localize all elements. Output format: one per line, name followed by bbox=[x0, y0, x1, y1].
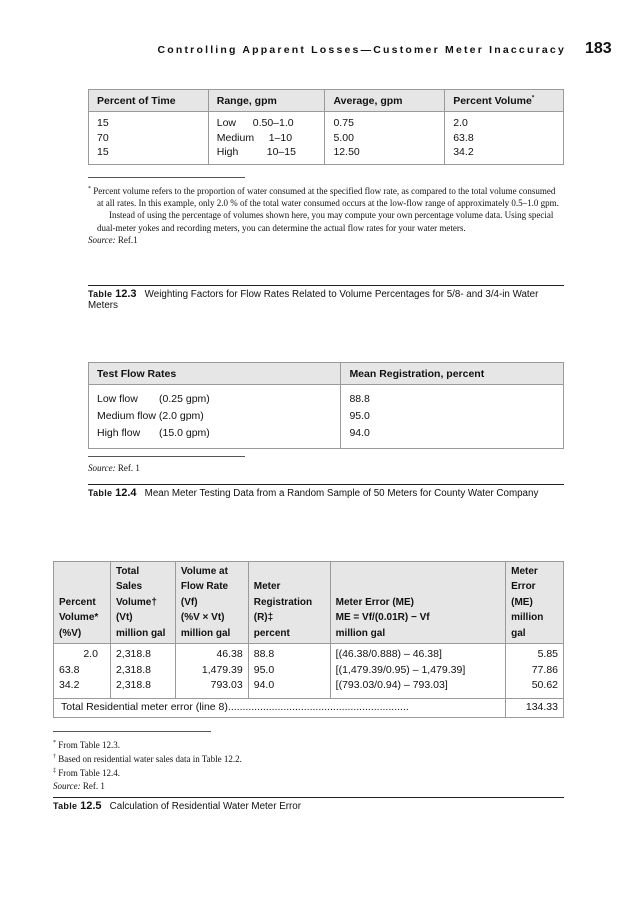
col-percent-volume: Percent Volume* bbox=[445, 90, 564, 112]
total-row bbox=[54, 698, 564, 717]
table-row: High flow (15.0 gpm) 94.0 bbox=[89, 425, 564, 449]
table-12-4 bbox=[88, 362, 564, 449]
table-12-5 bbox=[53, 561, 564, 718]
caption-rule bbox=[88, 484, 564, 485]
table-12-5-caption: Table 12.5 Calculation of Residential Water Meter Error bbox=[53, 800, 301, 812]
table-row: 2.0 2,318.8 46.38 88.8 [(46.38/0.888) – 46.38] 5.85 bbox=[54, 644, 564, 663]
table-row: 15 High 10–15 12.50 34.2 bbox=[89, 145, 564, 164]
col-meter-error-formula: Meter Error (ME) ME = Vf/(0.01R) − Vf million gal bbox=[330, 562, 505, 644]
table-12-3-footnote: * Percent volume refers to the proportion of water consumed at the specified flow rate, as compared to the total volume consumed at all rates. In this example, only 2.0 % of the total water consumed occurs at the low-flow range of approximately 0.5–1.0 gpm. Instead of using the percentage of volumes shown here, you may compute your own percentage volume data. Using special dual-meter yokes and recording meters, you can determine the actual flow rates for your water meters. Source: Ref.1 bbox=[88, 183, 564, 246]
caption-rule bbox=[88, 285, 564, 286]
table-12-3-caption: Table 12.3 Weighting Factors for Flow Rates Related to Volume Percentages for 5/8- and 3/4-in Water Meters bbox=[88, 288, 539, 311]
table-12-3-note: Instead of using the percentage of volumes shown here, you may compute your own percentage volume data. Using special dual-meter yokes and recording meters, you can determine the actual flow rates for your water meters. bbox=[97, 210, 554, 233]
total-value: 134.33 bbox=[506, 698, 564, 717]
total-leader-dots: .............................................................. bbox=[227, 700, 409, 713]
table-12-4-caption: Table 12.4 Mean Meter Testing Data from a Random Sample of 50 Meters for County Water Company bbox=[88, 487, 539, 499]
table-row: 70 Medium 1–10 5.00 63.8 bbox=[89, 131, 564, 146]
col-total-sales-volume: Total Sales Volume† (Vt) million gal bbox=[110, 562, 175, 644]
table-row: 34.2 2,318.8 793.03 94.0 [(793.03/0.94) – 793.03] 50.62 bbox=[54, 678, 564, 698]
total-label: Total Residential meter error (line 8) bbox=[61, 700, 228, 713]
table-row: 15 Low 0.50–1.0 0.75 2.0 bbox=[89, 112, 564, 131]
col-test-flow-rates: Test Flow Rates bbox=[89, 363, 341, 385]
footnote-rule bbox=[88, 456, 245, 457]
footnote-rule bbox=[53, 731, 211, 732]
col-mean-registration: Mean Registration, percent bbox=[341, 363, 564, 385]
col-meter-registration: Meter Registration (R)‡ percent bbox=[248, 562, 330, 644]
table-12-5-footnotes: * From Table 12.3. † Based on residential water sales data in Table 12.2. ‡ From Table 12.4. Source: Ref. 1 bbox=[53, 740, 242, 791]
col-volume-at-flow-rate: Volume at Flow Rate (Vf) (%V × Vt) million gal bbox=[175, 562, 248, 644]
table-12-3 bbox=[88, 89, 564, 165]
table-row: 63.8 2,318.8 1,479.39 95.0 [(1,479.39/0.95) – 1,479.39] 77.86 bbox=[54, 663, 564, 679]
col-range-gpm: Range, gpm bbox=[208, 90, 325, 112]
col-average-gpm: Average, gpm bbox=[325, 90, 445, 112]
caption-rule bbox=[53, 797, 564, 798]
col-percent-volume: Percent Volume* (%V) bbox=[54, 562, 111, 644]
footnote-rule bbox=[88, 177, 245, 178]
table-row: Low flow (0.25 gpm) 88.8 bbox=[89, 385, 564, 409]
col-percent-of-time: Percent of Time bbox=[89, 90, 209, 112]
col-meter-error: Meter Error (ME) million gal bbox=[506, 562, 564, 644]
table-12-4-source: Source: Ref. 1 bbox=[88, 463, 140, 473]
running-head: Controlling Apparent Losses—Customer Meter Inaccuracy bbox=[157, 44, 566, 56]
page-number: 183 bbox=[585, 40, 612, 57]
table-row: Medium flow (2.0 gpm) 95.0 bbox=[89, 408, 564, 425]
